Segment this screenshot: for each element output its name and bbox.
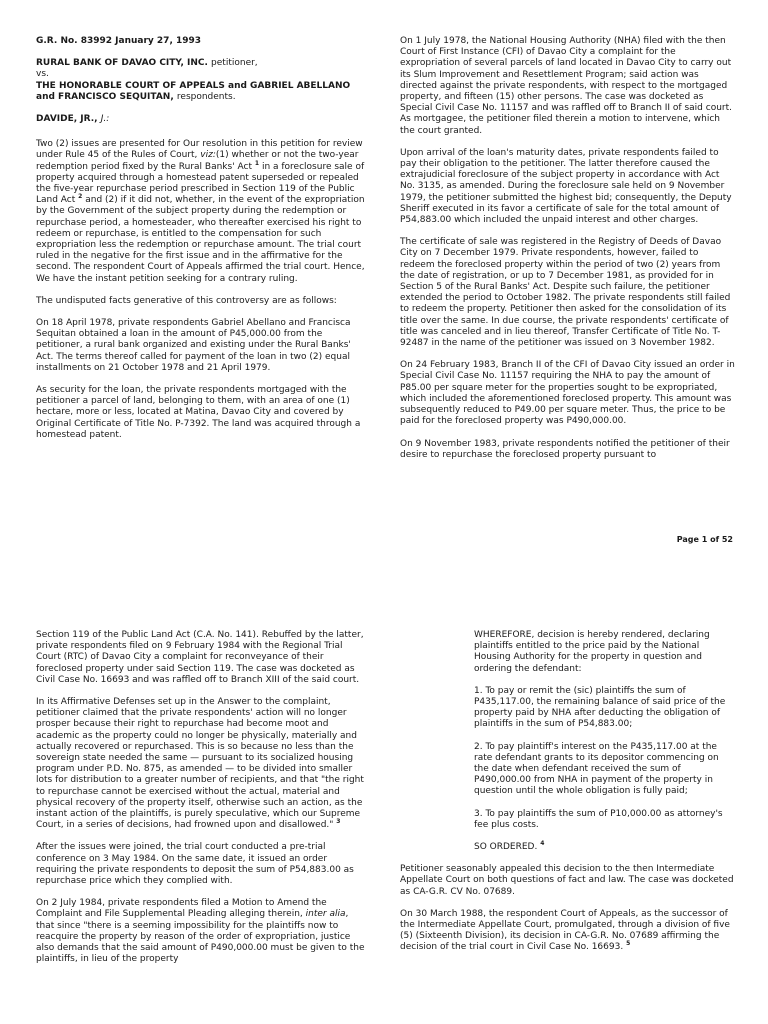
page-separator	[0, 548, 768, 624]
paragraph: Petitioner seasonably appealed this decision to the then Intermediate Appellate Court on both questions of fact and law. The case was docketed as CA-G.R. CV No. 07689.	[400, 864, 734, 897]
footnote-ref[interactable]: 2	[78, 193, 83, 201]
page1-right-column	[400, 36, 735, 472]
respondents-names: THE HONORABLE COURT OF APPEALS and GABRIEL ABELLANO and FRANCISCO SEQUITAN,	[36, 80, 351, 102]
footnote-ref[interactable]: 1	[254, 159, 260, 167]
paragraph: SO ORDERED. $^4$	[474, 840, 545, 853]
paragraph: On 1 July 1978, the National Housing Authority (NHA) filed with the then Court of First Instance (CFI) of Davao City a complaint for the expropriation of several parcels of land located in Davao City to carry out its Slum Improvement and Resettlement Program; said action was directed against the private respondents, with respect to the mortgaged property, and fifteen (15) other persons. The case was docketed as Special Civil Case No. 11157 and was raffled off to Branch II of said court. As mortgagee, the petitioner filed therein a motion to intervene, which the court granted.	[400, 36, 732, 136]
page2-right-column	[400, 630, 735, 965]
paragraph: Upon arrival of the loan's maturity dates, private respondents failed to pay their obligation to the petitioner. The latter therefore caused the extrajudicial foreclosure of the subject property in accordance with Act No. 3135, as amended. During the foreclosure sale held on 9 November 1979, the petitioner submitted the highest bid; consequently, the Deputy Sheriff executed in its favor a certificate of sale for the total amount of P54,883.00 which included the unpaid interest and other charges.	[400, 147, 732, 226]
paragraph: The undisputed facts generative of this controversy are as follows:	[36, 295, 337, 306]
case-caption	[36, 36, 366, 103]
paragraph: On 9 November 1983, private respondents notified the petitioner of their desire to repurchase the foreclosed property pursuant to	[400, 438, 730, 460]
paragraph: 2. To pay plaintiff's interest on the P435,117.00 at the rate defendant grants to its depositor commencing on the date when defendant received the sum of P490,000.00 from NHA in payment of the property in question until the whole obligation is fully paid;	[474, 741, 719, 797]
page2-left-column	[36, 630, 366, 976]
paragraph: 1. To pay or remit the (sic) plaintiffs the sum of P435,117.00, the remaining balance of said price of the property paid by NHA after deducting the obligation of plaintiffs in the sum of P54,883.00;	[474, 685, 726, 730]
footnote-ref[interactable]: 3	[336, 818, 341, 826]
paragraph: 3. To pay plaintiffs the sum of P10,000.00 as attorney's fee plus costs.	[474, 808, 723, 830]
paragraph: As security for the loan, the private respondents mortgaged with the petitioner a parcel of land, belonging to them, with an area of one (1) hectare, more or less, located at Matina, Davao City and covered by Original Certificate of Title No. P-7392. The land was acquired through a homestead patent.	[36, 385, 361, 440]
respondents-role: respondents.	[176, 91, 236, 102]
paragraph: Section 119 of the Public Land Act (C.A. No. 141). Rebuffed by the latter, private respondents filed on 9 February 1984 with the Regional Trial Court (RTC) of Davao City a complaint for reconveyance of their foreclosed property under said Section 119. The case was docketed as Civil Case No. 16693 and was raffled off to Branch XIII of the said court.	[36, 630, 364, 685]
versus: vs.	[36, 69, 49, 80]
document-page-2	[0, 624, 768, 1024]
ponente-name: DAVIDE, JR.,	[36, 114, 98, 125]
petitioner-role: petitioner,	[211, 58, 258, 69]
paragraph: WHEREFORE, decision is hereby rendered, declaring plaintiffs entitled to the price paid by the National Housing Authority for the property in question and ordering the defendant:	[474, 630, 710, 674]
paragraph: On 30 March 1988, the respondent Court of Appeals, as the successor of the Intermediate Appellate Court, promulgated, through a division of five (5) (Sixteenth Division), its decision in CA-G.R. No. 07689 affirming the decision of the trial court in Civil Case No. 16693. $^5$	[400, 908, 730, 953]
paragraph: In its Affirmative Defenses set up in the Answer to the complaint, petitioner claimed that the private respondents' action will no longer prosper because their right to repurchase had become moot and academic as the property could no longer be physically, materially and actually recovered or repurchased. This is so because no less than the sovereign state needed the same — pursuant to its socialized housing program under P.D. No. 875, as amended — to be divided into smaller lots for distribution to a greater number of recipients, and that "the right to repurchase cannot be exercised without the actual, material and physical recovery of the property itself, otherwise such an action, as the instant action of the plaintiffs, is purely speculative, which our Supreme Court, in a series of decisions, had frowned upon and disallowed." $^3$	[36, 697, 364, 831]
petitioner-line	[36, 58, 366, 69]
ponente	[36, 114, 366, 125]
paragraph: On 24 February 1983, Branch II of the CFI of Davao City issued an order in Special Civil Case No. 11157 requiring the NHA to pay the amount of P85.00 per square meter for the properties sought to be expropriated, which included the aforementioned foreclosed property. This amount was subsequently reduced to P49.00 per square meter. Thus, the price to be paid for the foreclosed property was P490,000.00.	[400, 360, 735, 427]
page-number: Page 1 of 52	[676, 535, 733, 544]
petitioner-name: RURAL BANK OF DAVAO CITY, INC.	[36, 58, 208, 69]
case-number: G.R. No. 83992 January 27, 1993	[36, 36, 202, 46]
paragraph: Two (2) issues are presented for Our resolution in this petition for review under Rule 45 of the Rules of Court, viz:(1) whether or not the two-year redemption period fixed by the Rural Banks' Act $^1$ in a foreclosure sale of property acquired through a homestead patent superseded or repealed the five-year repurchase period prescribed in Section 119 of the Public Land Act $^2$ and (2) if it did not, whether, in the event of the expropriation by the Government of the subject property during the redemption or repurchase period, a homesteader, who thereafter exercised his right to redeem or repurchase, is entitled to the compensation for such expropriation less the redemption or repurchase amount. The trial court ruled in the negative for the first issue and in the affirmative for the second. The respondent Court of Appeals affirmed the trial court. Hence, We have the instant petition seeking for a contrary ruling.	[36, 139, 365, 284]
paragraph: On 2 July 1984, private respondents filed a Motion to Amend the Complaint and File Supplemental Pleading alleging therein, inter alia, that since "there is a seeming impossibility for the plaintiffs now to reacquire the property by reason of the order of expropriation, justice also demands that the said amount of P490,000.00 must be given to the plaintiffs, in lieu of the property	[36, 898, 365, 965]
ponente-suffix: J.:	[100, 114, 110, 125]
respondents-line	[36, 81, 366, 103]
paragraph: The certificate of sale was registered in the Registry of Deeds of Davao City on 7 December 1979. Private respondents, however, failed to redeem the foreclosed property within the period of two (2) years from the date of registration, or up to 7 December 1981, as provided for in Section 5 of the Rural Banks' Act. Despite such failure, the petitioner extended the period to October 1982. The private respondents still failed to redeem the property. Petitioner then asked for the consolidation of its title over the same. In due course, the private respondents' certificate of title was canceled and in lieu thereof, Transfer Certificate of Title No. T-92487 in the name of the petitioner was issued on 3 November 1982.	[400, 237, 731, 349]
paragraph: On 18 April 1978, private respondents Gabriel Abellano and Francisca Sequitan obtained a loan in the amount of P45,000.00 from the petitioner, a rural bank organized and existing under the Rural Banks' Act. The terms thereof called for payment of the loan in two (2) equal installments on 21 October 1978 and 21 April 1979.	[36, 318, 351, 373]
footnote-ref[interactable]: 4	[540, 840, 545, 848]
page1-left-column	[36, 36, 366, 452]
dispositive-quote	[400, 630, 735, 853]
paragraph: After the issues were joined, the trial court conducted a pre-trial conference on 3 May 1984. On the same date, it issued an order requiring the private respondents to deposit the sum of P54,883.00 as repurchase price which they complied with.	[36, 842, 354, 887]
footnote-ref[interactable]: 5	[626, 940, 631, 948]
